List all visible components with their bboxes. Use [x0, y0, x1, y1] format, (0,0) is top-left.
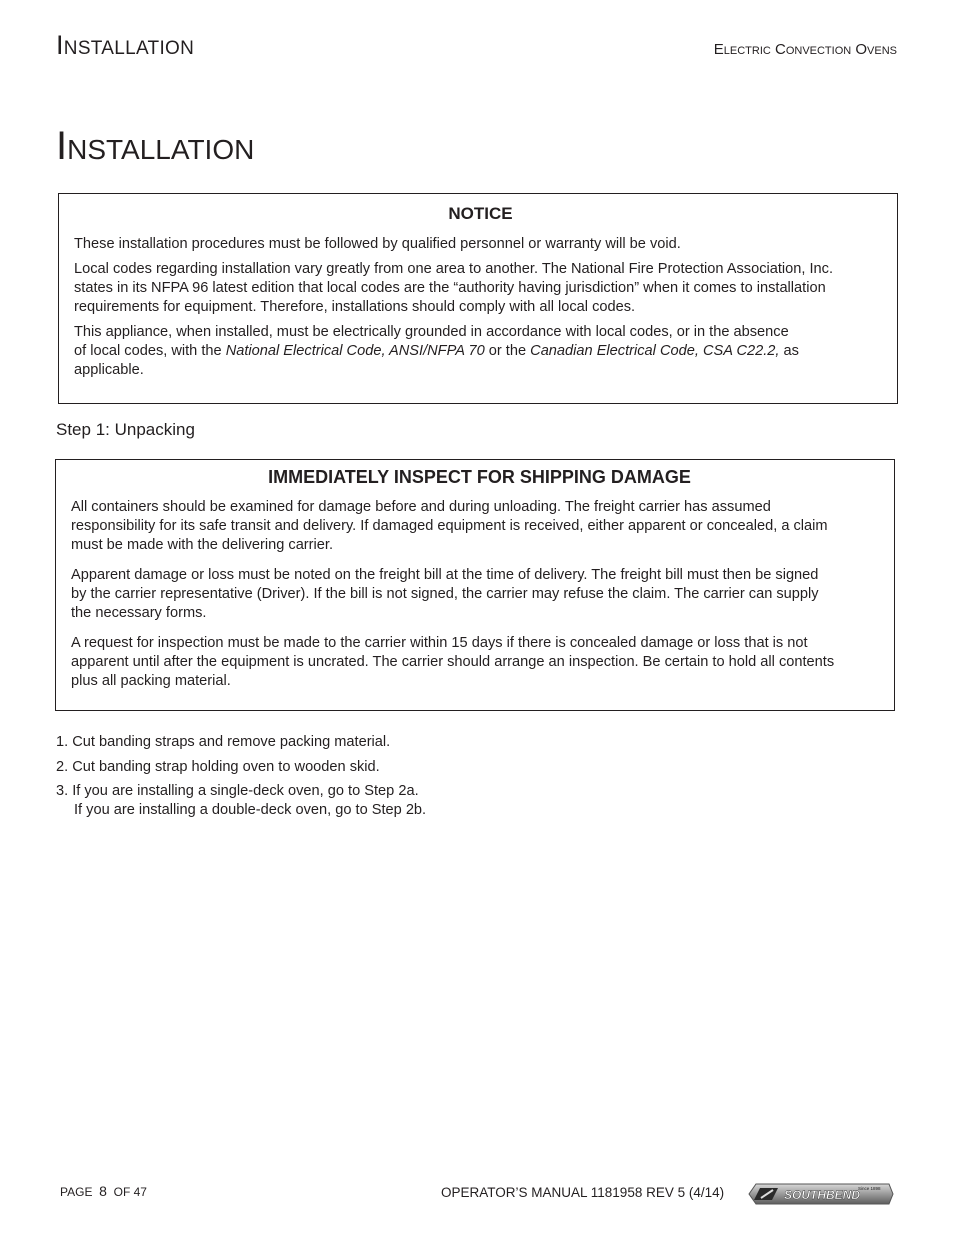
- notice-p3-post: as: [779, 343, 799, 359]
- notice-paragraph-1: These installation procedures must be followed by qualified personnel or warranty will be void.: [74, 236, 681, 252]
- damage-paragraph-3: [71, 634, 888, 691]
- page-number: [60, 1183, 147, 1199]
- page-num: 8: [99, 1183, 107, 1199]
- notice-p2-line2: states in its NFPA 96 latest edition that local codes are the “authority having jurisdiction” when it comes to installation: [74, 280, 826, 296]
- damage-p1-line2: responsibility for its safe transit and delivery. If damaged equipment is received, either apparent or concealed, a claim: [71, 518, 828, 534]
- damage-p3-line1: A request for inspection must be made to the carrier within 15 days if there is concealed damage or loss that is not: [71, 635, 808, 651]
- damage-p3-line2: apparent until after the equipment is uncrated. The carrier should arrange an inspection. Be certain to hold all contents: [71, 654, 835, 670]
- damage-p3-line3: plus all packing material.: [71, 673, 231, 689]
- damage-p1-line1: All containers should be examined for damage before and during unloading. The freight carrier has assumed: [71, 499, 771, 515]
- list-item: 1. Cut banding straps and remove packing material.: [56, 734, 391, 750]
- notice-box: [58, 193, 898, 404]
- list-item: 2. Cut banding strap holding oven to wooden skid.: [56, 758, 380, 775]
- notice-p3-line3: applicable.: [74, 362, 144, 378]
- logo-text: SOUTHBEND: [784, 1188, 861, 1202]
- notice-p2-line3: requirements for equipment. Therefore, installations should comply with all local codes.: [74, 299, 636, 315]
- step-3-line1: 3. If you are installing a single-deck oven, go to Step 2a.: [56, 783, 419, 799]
- damage-paragraph-1: [71, 498, 888, 555]
- damage-p2-line1: Apparent damage or loss must be noted on the freight bill at the time of delivery. The freight bill must then be signed: [71, 567, 819, 583]
- damage-p2-line2: by the carrier representative (Driver). If the bill is not signed, the carrier may refuse the claim. The carrier can supply: [71, 586, 819, 602]
- notice-paragraph-2: [74, 260, 887, 317]
- notice-p3-line1: This appliance, when installed, must be electrically grounded in accordance with local codes, or in the absence: [74, 324, 789, 340]
- running-header-product: Electric Convection Ovens: [713, 41, 897, 58]
- manual-id: OPERATOR’S MANUAL 1181958 REV 5 (4/14): [441, 1185, 725, 1200]
- damage-paragraph-2: [71, 566, 888, 623]
- notice-p3-pre: of local codes, with the: [74, 343, 226, 359]
- shipping-damage-box: [55, 459, 895, 711]
- nec-citation: National Electrical Code, ANSI/NFPA 70: [225, 343, 485, 359]
- step-3-line2: If you are installing a double-deck oven, go to Step 2b.: [74, 801, 427, 818]
- step-1-heading: Step 1: Unpacking: [56, 420, 195, 439]
- cec-citation: Canadian Electrical Code, CSA C22.2,: [530, 343, 780, 359]
- notice-p3-mid: or the: [484, 343, 531, 359]
- running-header-section: Installation: [56, 30, 195, 60]
- shipping-damage-title: IMMEDIATELY INSPECT FOR SHIPPING DAMAGE: [268, 467, 691, 487]
- page-title: Installation: [56, 124, 255, 168]
- page-label: PAGE: [60, 1185, 93, 1199]
- damage-p2-line3: the necessary forms.: [71, 605, 207, 621]
- notice-p2-line1: Local codes regarding installation vary greatly from one area to another. The National Fire Protection Association, Inc.: [74, 261, 834, 277]
- page-of-label: OF 47: [113, 1185, 147, 1199]
- notice-paragraph-3: [74, 323, 887, 380]
- unpacking-steps-list: [56, 733, 426, 825]
- list-item: [56, 782, 426, 819]
- damage-p1-line3: must be made with the delivering carrier.: [71, 537, 333, 553]
- southbend-logo: [748, 1183, 894, 1205]
- logo-since: Since 1898: [858, 1186, 881, 1191]
- notice-title: NOTICE: [448, 204, 513, 223]
